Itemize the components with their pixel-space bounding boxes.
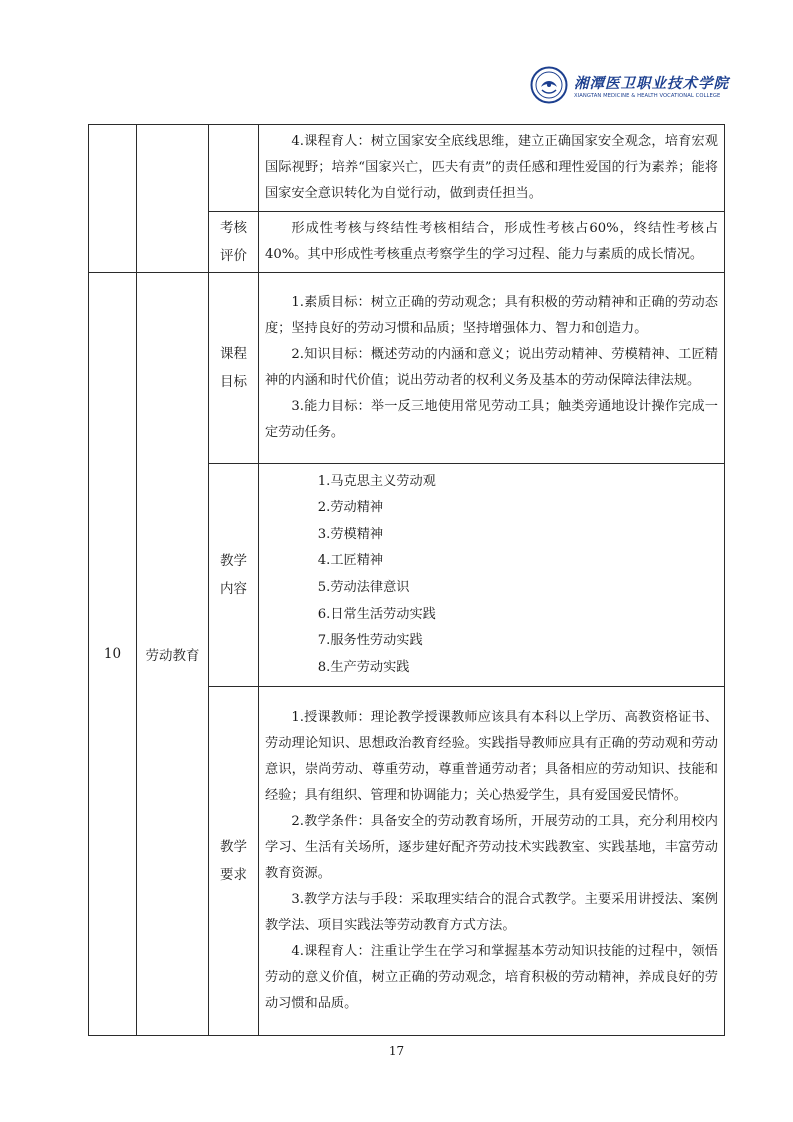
goals-label-cell <box>209 273 259 464</box>
assess-label-2: 评价 <box>220 248 247 264</box>
content-label-1: 教学 <box>220 553 247 569</box>
req-label-cell <box>209 687 259 1036</box>
content-cell <box>259 464 725 687</box>
content-item: 4.工匠精神 <box>317 553 384 569</box>
edu-item4-cell <box>259 125 725 212</box>
content-item: 2.劳动精神 <box>317 500 384 516</box>
college-emblem-icon <box>530 66 568 104</box>
requirement-item: 1.授课教师：理论教学授课教师应该具有本科以上学历、高教资格证书、劳动理论知识、思想政治教育经验。实践指导教师应具有正确的劳动观和劳动意识，崇尚劳动、尊重劳动，尊重普通劳动者；具备相应的劳动知识、技能和经验；具有组织、管理和协调能力；关心热爱学生，具有爱国爱民情怀。 <box>265 710 718 803</box>
goal-item: 1.素质目标：树立正确的劳动观念；具有积极的劳动精神和正确的劳动态度；坚持良好的劳动习惯和品质；坚持增强体力、智力和创造力。 <box>265 295 718 336</box>
prev-course-number-cell <box>89 125 137 273</box>
requirement-item: 4.课程育人：注重让学生在学习和掌握基本劳动知识技能的过程中，领悟劳动的意义价值，树立正确的劳动观念，培育积极的劳动精神，养成良好的劳动习惯和品质。 <box>265 944 718 1011</box>
requirement-item: 3.教学方法与手段：采取理实结合的混合式教学。主要采用讲授法、案例教学法、项目实践法等劳动教育方式方法。 <box>265 892 718 933</box>
table-row <box>89 125 725 212</box>
content-item: 1.马克思主义劳动观 <box>317 473 436 489</box>
goal-item: 2.知识目标：概述劳动的内涵和意义；说出劳动精神、劳模精神、工匠精神的内涵和时代价值；说出劳动者的权利义务及基本的劳动保障法律法规。 <box>265 347 718 388</box>
content-item: 3.劳模精神 <box>317 526 384 542</box>
content-label-2: 内容 <box>220 581 247 597</box>
content-item: 8.生产劳动实践 <box>317 659 410 675</box>
course-number: 10 <box>89 273 137 1036</box>
edu-item4-text: 4.课程育人：树立国家安全底线思维，建立正确国家安全观念，培育宏观国际视野；培养“国家兴亡，匹夫有责”的责任感和理性爱国的行为素养；能将国家安全意识转化为自觉行动，做到责任担当。 <box>265 134 718 201</box>
content-item: 7.服务性劳动实践 <box>317 633 423 649</box>
content-item: 6.日常生活劳动实践 <box>317 606 436 622</box>
curriculum-table <box>88 124 725 1036</box>
assess-label-cell <box>209 212 259 273</box>
table-row <box>89 273 725 464</box>
content-label-cell <box>209 464 259 687</box>
assess-text: 形成性考核与终结性考核相结合，形成性考核占60%，终结性考核占40%。其中形成性考核重点考察学生的学习过程、能力与素质的成长情况。 <box>265 221 718 262</box>
requirements-cell <box>259 687 725 1036</box>
college-name-en: XIANGTAN MEDICINE & HEALTH VOCATIONAL COLLEGE <box>574 93 721 99</box>
college-name: 湘潭医卫职业技术学院 <box>574 75 729 92</box>
goal-item: 3.能力目标：举一反三地使用常见劳动工具；触类旁通地设计操作完成一定劳动任务。 <box>265 399 718 440</box>
goals-label-1: 课程 <box>220 346 247 362</box>
assess-label-1: 考核 <box>220 220 247 236</box>
goals-label-2: 目标 <box>220 374 247 390</box>
prev-course-name-cell <box>137 125 209 273</box>
page-number: 17 <box>388 1044 405 1058</box>
course-name: 劳动教育 <box>137 273 209 1036</box>
req-label-2: 要求 <box>220 867 247 883</box>
assess-text-cell <box>259 212 725 273</box>
college-logo <box>530 66 730 110</box>
content-item: 5.劳动法律意识 <box>317 580 410 595</box>
requirement-item: 2.教学条件：具备安全的劳动教育场所，开展劳动的工具，充分利用校内学习、生活有关场所，逐步建好配齐劳动技术实践教室、实践基地，丰富劳动教育资源。 <box>265 814 718 881</box>
prev-label-cell <box>209 125 259 212</box>
goals-cell <box>259 273 725 464</box>
req-label-1: 教学 <box>220 839 247 855</box>
